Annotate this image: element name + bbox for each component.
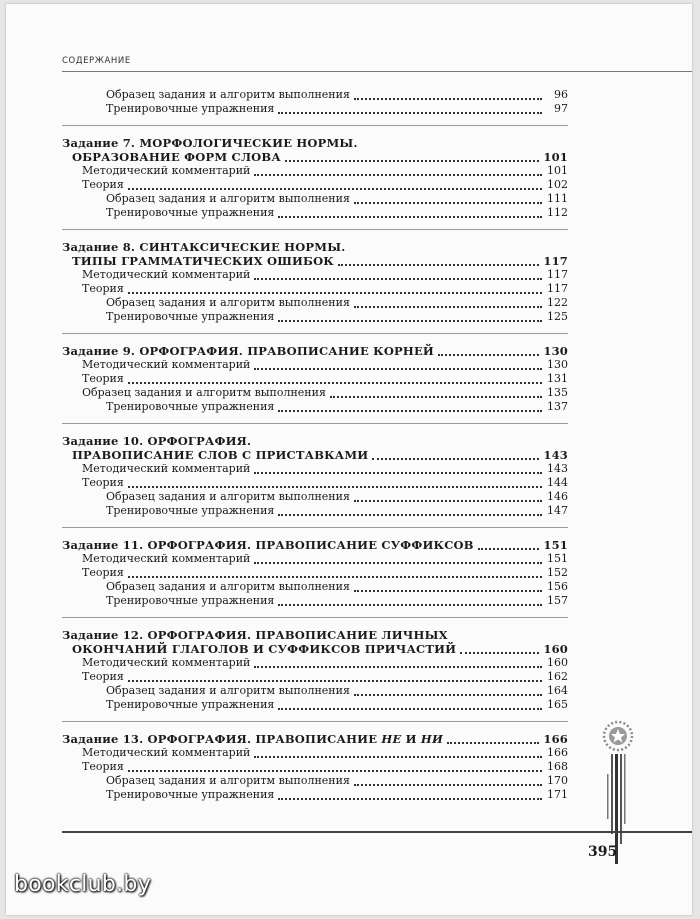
toc-entry: Образец задания и алгоритм выполнения 96	[106, 88, 568, 101]
page-ref: 101	[543, 150, 568, 164]
watermark-text: bookclub.by	[14, 872, 152, 897]
task-10-section	[62, 434, 568, 518]
task-8-section	[62, 240, 568, 324]
toc-entry: Теория 131	[82, 372, 568, 385]
page-ref: 130	[543, 344, 568, 358]
task-11-section	[62, 538, 568, 608]
toc-entry: Образец задания и алгоритм выполнения 146	[106, 490, 568, 503]
section-divider	[62, 527, 568, 528]
section-divider	[62, 229, 568, 230]
toc-entry: Образец задания и алгоритм выполнения 111	[106, 192, 568, 205]
task-title: Задание 11. ОРФОГРАФИЯ. ПРАВОПИСАНИЕ СУФФИКСОВ 151	[62, 538, 568, 552]
toc-entry: Тренировочные упражнения 165	[106, 698, 568, 711]
task-title: Задание 12. ОРФОГРАФИЯ. ПРАВОПИСАНИЕ ЛИЧНЫХ	[62, 628, 448, 642]
toc-entry: Тренировочные упражнения 171	[106, 788, 568, 801]
toc-entry: Теория 168	[82, 760, 568, 773]
toc-entry: Образец задания и алгоритм выполнения 156	[106, 580, 568, 593]
toc-entry: Тренировочные упражнения 147	[106, 504, 568, 517]
task-title: Задание 13. ОРФОГРАФИЯ. ПРАВОПИСАНИЕ НЕ И НИ 166	[62, 732, 568, 746]
task-title-line2: ПРАВОПИСАНИЕ СЛОВ С ПРИСТАВКАМИ 143	[72, 448, 568, 462]
task-title: Задание 7. МОРФОЛОГИЧЕСКИЕ НОРМЫ.	[62, 136, 358, 150]
section-divider	[62, 423, 568, 424]
page-number: 395	[588, 844, 618, 860]
page-ref: 96	[554, 88, 568, 101]
section-divider	[62, 333, 568, 334]
task-title: Задание 10. ОРФОГРАФИЯ.	[62, 434, 252, 448]
page-ref: 97	[554, 102, 568, 115]
footer-rule	[62, 831, 692, 833]
toc-entry: Образец задания и алгоритм выполнения 135	[82, 386, 568, 399]
toc-entry: Тренировочные упражнения 137	[106, 400, 568, 413]
toc-entry: Методический комментарий 117	[82, 268, 568, 281]
toc-entry: Теория 152	[82, 566, 568, 579]
star-emblem-icon	[598, 714, 638, 864]
toc-entry: Образец задания и алгоритм выполнения 164	[106, 684, 568, 697]
toc-entry: Теория 144	[82, 476, 568, 489]
toc-entry: Методический комментарий 143	[82, 462, 568, 475]
toc-entry: Методический комментарий 101	[82, 164, 568, 177]
section-divider	[62, 721, 568, 722]
toc-entry: Методический комментарий 160	[82, 656, 568, 669]
task-title: Задание 9. ОРФОГРАФИЯ. ПРАВОПИСАНИЕ КОРНЕЙ 130	[62, 344, 568, 358]
toc-entry: Теория 117	[82, 282, 568, 295]
task-title-line2: ОКОНЧАНИЙ ГЛАГОЛОВ И СУФФИКСОВ ПРИЧАСТИЙ 160	[72, 642, 568, 656]
toc-entry: Образец задания и алгоритм выполнения 170	[106, 774, 568, 787]
running-header: СОДЕРЖАНИЕ	[62, 56, 131, 66]
toc-entry: Методический комментарий 151	[82, 552, 568, 565]
toc-entry: Методический комментарий 166	[82, 746, 568, 759]
task-9-section	[62, 344, 568, 414]
page-ref: 151	[543, 538, 568, 552]
page-ref: 166	[543, 732, 568, 746]
page-ref: 117	[543, 254, 568, 268]
task-title: Задание 8. СИНТАКСИЧЕСКИЕ НОРМЫ.	[62, 240, 346, 254]
task-12-section	[62, 628, 568, 712]
page-ref: 160	[543, 642, 568, 656]
toc-entry: Теория 162	[82, 670, 568, 683]
task-13-section	[62, 732, 568, 802]
toc-entry: Тренировочные упражнения 112	[106, 206, 568, 219]
page-ref: 143	[543, 448, 568, 462]
toc-entry: Образец задания и алгоритм выполнения 122	[106, 296, 568, 309]
table-of-contents	[62, 88, 568, 802]
task-title-line2: ОБРАЗОВАНИЕ ФОРМ СЛОВА 101	[72, 150, 568, 164]
toc-entry: Тренировочные упражнения 97	[106, 102, 568, 115]
toc-entry: Теория 102	[82, 178, 568, 191]
toc-entry: Тренировочные упражнения 125	[106, 310, 568, 323]
section-divider	[62, 617, 568, 618]
book-page	[6, 4, 692, 915]
task-title-line2: ТИПЫ ГРАММАТИЧЕСКИХ ОШИБОК 117	[72, 254, 568, 268]
section-divider	[62, 125, 568, 126]
header-rule	[62, 71, 692, 72]
task-7-section	[62, 136, 568, 220]
toc-entry: Тренировочные упражнения 157	[106, 594, 568, 607]
toc-entry: Методический комментарий 130	[82, 358, 568, 371]
